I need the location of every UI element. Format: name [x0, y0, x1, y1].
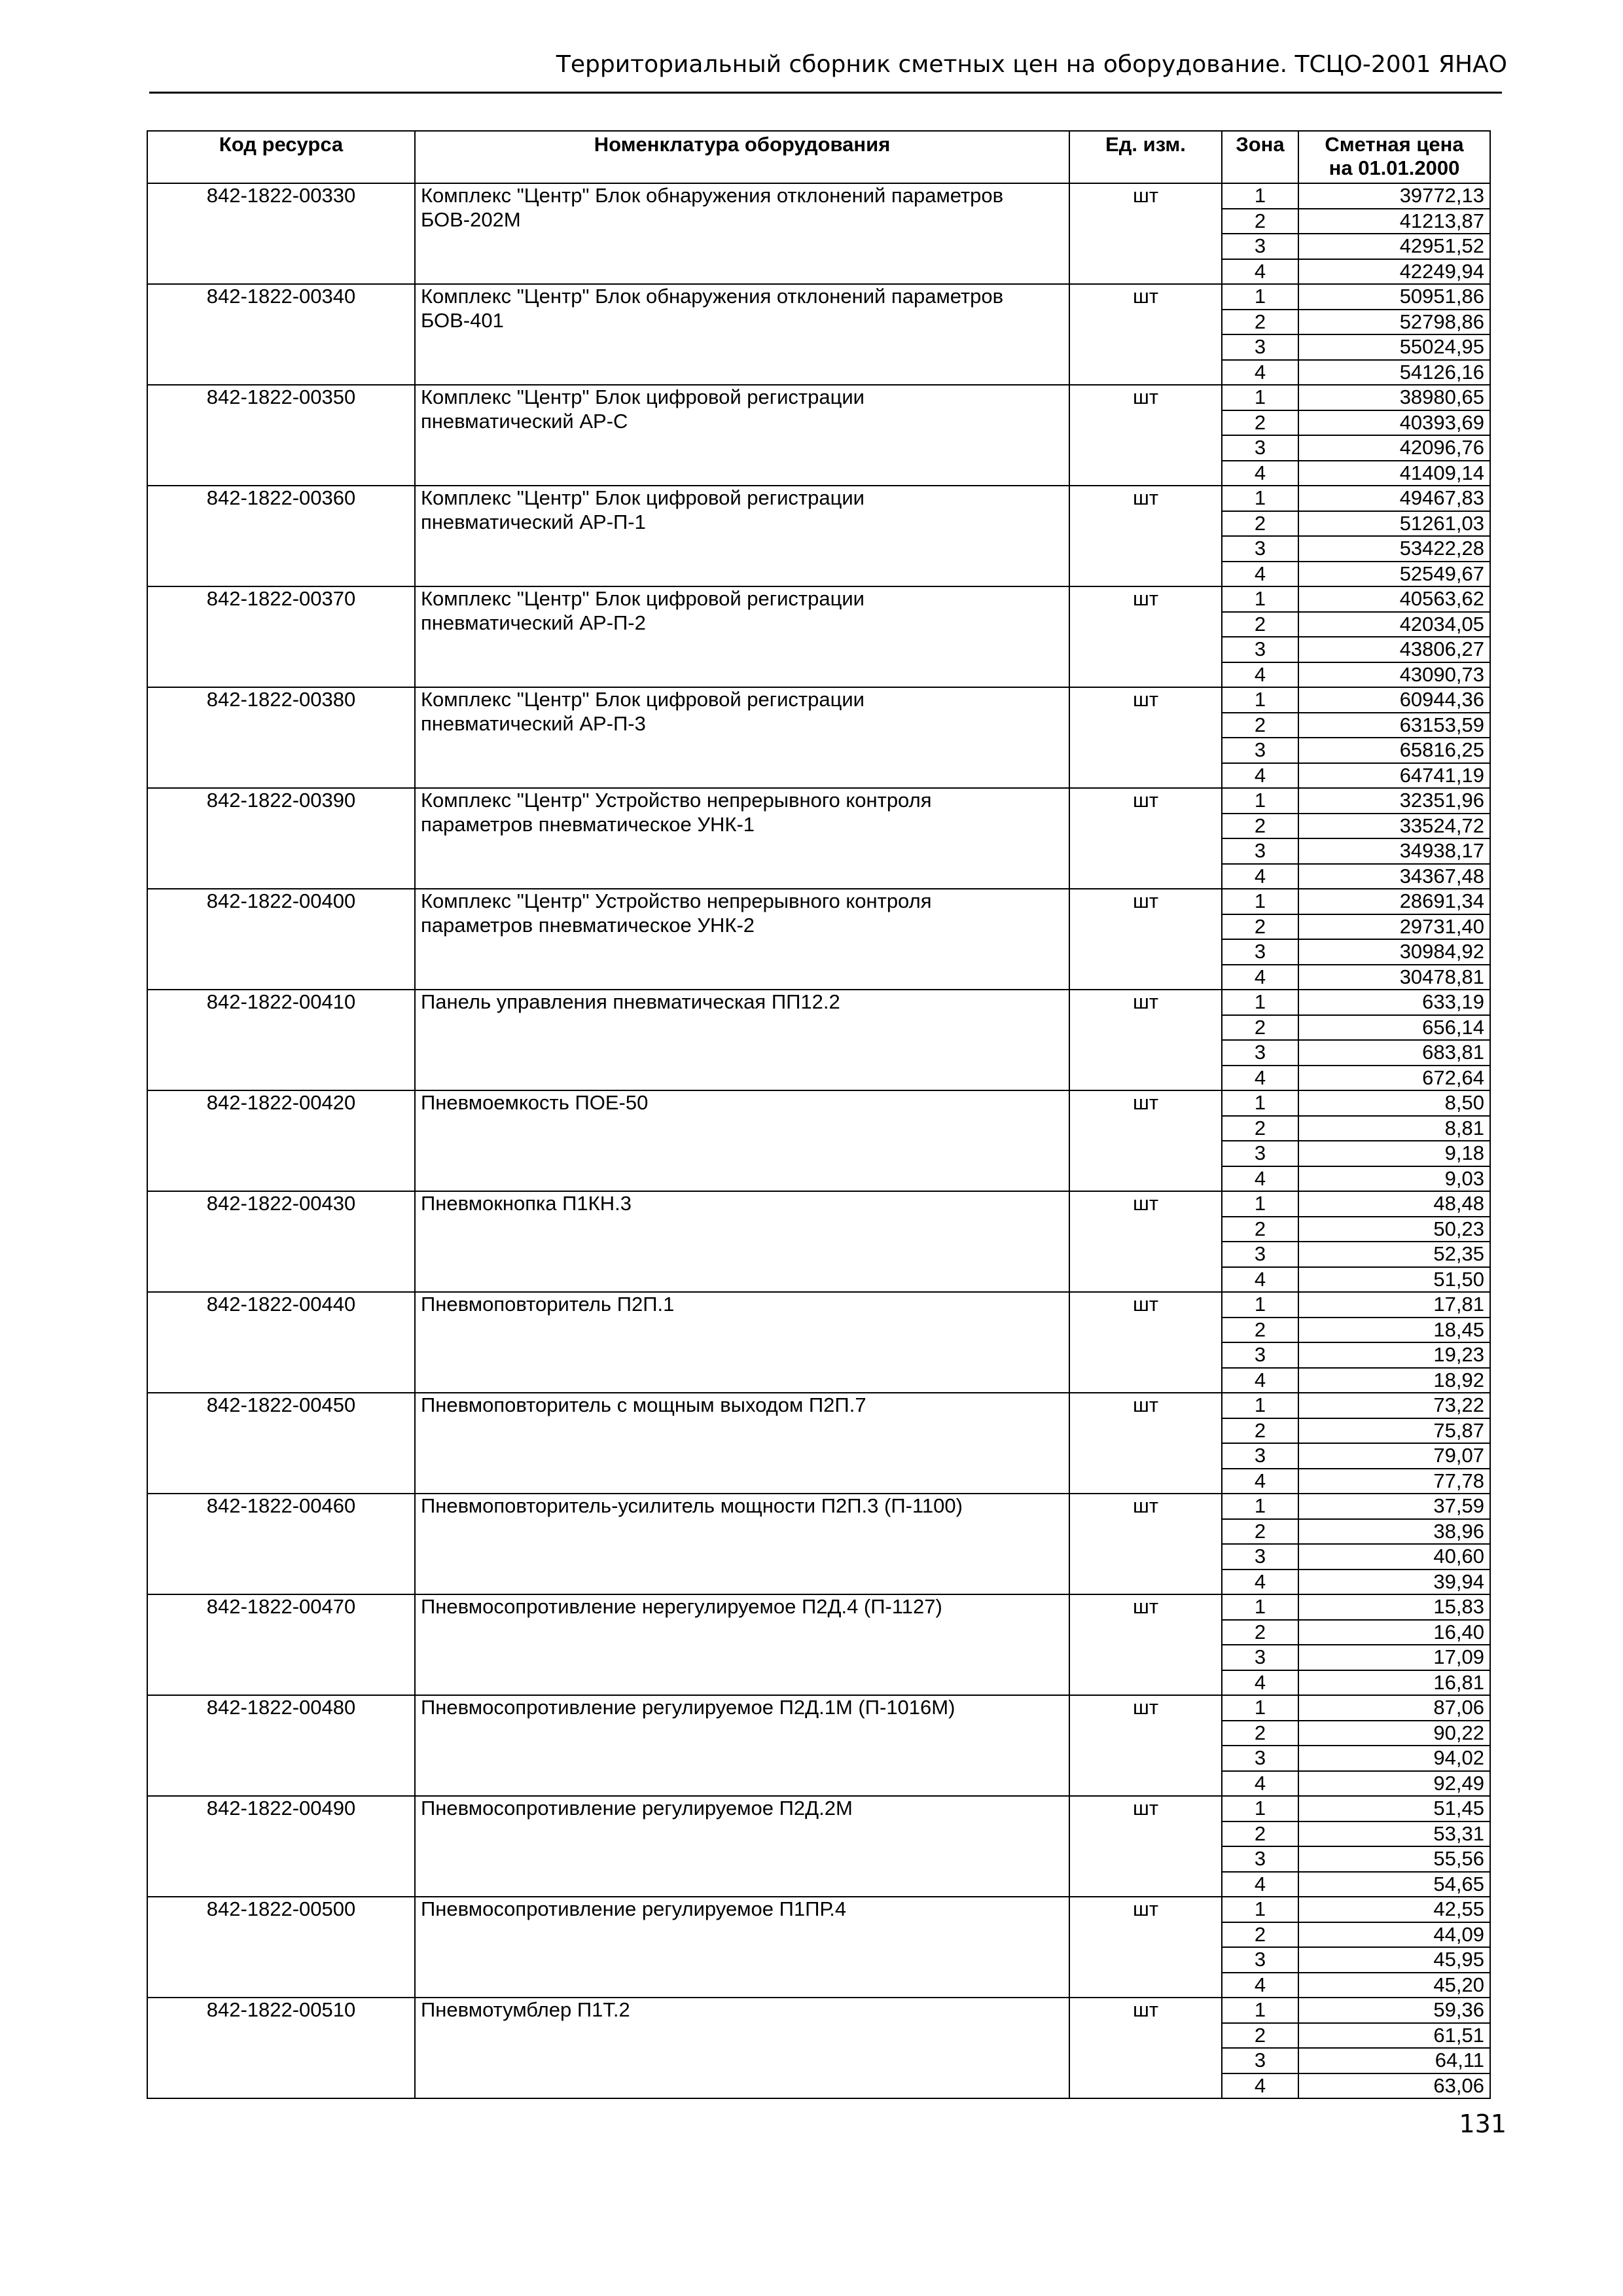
equipment-name-cell: [415, 1695, 1069, 1796]
equipment-name-line: пневматический АР-П-1: [421, 510, 646, 533]
table-row: [147, 183, 1490, 209]
price-cell: 48,48: [1298, 1191, 1490, 1217]
equipment-name-line: Комплекс "Центр" Блок цифровой регистрации: [421, 688, 865, 711]
equipment-name-line: Комплекс "Центр" Блок цифровой регистрации: [421, 587, 865, 610]
equipment-name-cell: [415, 1393, 1069, 1494]
price-cell: 29731,40: [1298, 914, 1490, 940]
equipment-name-line: [421, 1821, 1063, 1845]
price-cell: 41213,87: [1298, 209, 1490, 234]
price-cell: 87,06: [1298, 1695, 1490, 1721]
resource-code-cell: 842-1822-00500: [147, 1897, 415, 1998]
header-divider: [149, 92, 1502, 94]
price-cell: 28691,34: [1298, 889, 1490, 914]
equipment-name-line: [421, 1216, 1063, 1240]
table-row: [147, 687, 1490, 713]
price-cell: 30984,92: [1298, 939, 1490, 965]
equipment-name-line: Комплекс "Центр" Блок цифровой регистрации: [421, 486, 865, 509]
price-cell: 73,22: [1298, 1393, 1490, 1418]
zone-cell: 2: [1222, 209, 1298, 234]
zone-cell: 3: [1222, 1141, 1298, 1166]
equipment-name-line: Комплекс "Центр" Блок обнаружения отклонений параметров: [421, 184, 1004, 207]
zone-cell: 1: [1222, 1292, 1298, 1318]
equipment-name-line: Пневмосопротивление регулируемое П2Д.1М (П-1016М): [421, 1696, 955, 1719]
equipment-name-line: Пневмосопротивление регулируемое П2Д.2М: [421, 1797, 853, 1820]
equipment-name-line: пневматический АР-П-3: [421, 711, 646, 735]
price-cell: 30478,81: [1298, 965, 1490, 990]
column-header-name: Номенклатура оборудования: [415, 131, 1069, 183]
zone-cell: 4: [1222, 1267, 1298, 1293]
resource-code-cell: 842-1822-00510: [147, 1998, 415, 2098]
price-cell: 16,40: [1298, 1620, 1490, 1645]
resource-code-cell: 842-1822-00350: [147, 385, 415, 486]
price-cell: 9,18: [1298, 1141, 1490, 1166]
page-header-title: Территориальный сборник сметных цен на оборудование. ТСЦО-2001 ЯНАО: [556, 51, 1507, 78]
unit-cell: шт: [1069, 1897, 1222, 1998]
unit-cell: шт: [1069, 1594, 1222, 1695]
price-cell: 42951,52: [1298, 234, 1490, 259]
column-header-unit: Ед. изм.: [1069, 131, 1222, 183]
table-row: [147, 788, 1490, 814]
table-row: [147, 1292, 1490, 1318]
equipment-name-cell: [415, 183, 1069, 284]
price-cell: 656,14: [1298, 1015, 1490, 1041]
price-cell: 633,19: [1298, 990, 1490, 1015]
zone-cell: 3: [1222, 1443, 1298, 1469]
resource-code-cell: 842-1822-00330: [147, 183, 415, 284]
zone-cell: 1: [1222, 687, 1298, 713]
price-cell: 44,09: [1298, 1922, 1490, 1948]
resource-code-cell: 842-1822-00440: [147, 1292, 415, 1393]
price-cell: 53422,28: [1298, 536, 1490, 562]
resource-code-cell: 842-1822-00470: [147, 1594, 415, 1695]
table-row: [147, 1998, 1490, 2023]
price-cell: 34938,17: [1298, 838, 1490, 864]
table-row: [147, 990, 1490, 1015]
equipment-name-cell: [415, 486, 1069, 586]
table-row: [147, 1090, 1490, 1116]
price-cell: 40563,62: [1298, 586, 1490, 612]
zone-cell: 2: [1222, 1721, 1298, 1746]
price-cell: 61,51: [1298, 2023, 1490, 2049]
zone-cell: 4: [1222, 1368, 1298, 1393]
equipment-name-cell: [415, 889, 1069, 990]
unit-cell: шт: [1069, 687, 1222, 788]
price-cell: 16,81: [1298, 1670, 1490, 1696]
zone-cell: 1: [1222, 1393, 1298, 1418]
unit-cell: шт: [1069, 990, 1222, 1090]
equipment-name-cell: [415, 1897, 1069, 1998]
price-cell: 42,55: [1298, 1897, 1490, 1922]
zone-cell: 1: [1222, 788, 1298, 814]
equipment-name-cell: [415, 586, 1069, 687]
price-cell: 59,36: [1298, 1998, 1490, 2023]
page-number: 131: [1459, 2109, 1507, 2138]
price-cell: 42096,76: [1298, 435, 1490, 461]
zone-cell: 4: [1222, 360, 1298, 386]
price-cell: 15,83: [1298, 1594, 1490, 1620]
unit-cell: шт: [1069, 586, 1222, 687]
equipment-name-cell: [415, 1998, 1069, 2098]
zone-cell: 4: [1222, 2073, 1298, 2099]
zone-cell: 3: [1222, 1242, 1298, 1267]
price-cell: 39772,13: [1298, 183, 1490, 209]
equipment-name-line: Пневмоемкость ПОЕ-50: [421, 1091, 649, 1114]
equipment-name-cell: [415, 1796, 1069, 1897]
equipment-name-line: Комплекс "Центр" Устройство непрерывного контроля: [421, 889, 932, 912]
equipment-name-cell: [415, 1594, 1069, 1695]
price-cell: 50951,86: [1298, 284, 1490, 310]
zone-cell: 1: [1222, 1191, 1298, 1217]
resource-code-cell: 842-1822-00340: [147, 284, 415, 385]
price-table: [147, 130, 1491, 2099]
zone-cell: 2: [1222, 1620, 1298, 1645]
resource-code-cell: 842-1822-00420: [147, 1090, 415, 1191]
price-cell: 9,03: [1298, 1166, 1490, 1192]
zone-cell: 3: [1222, 1040, 1298, 1066]
zone-cell: 3: [1222, 637, 1298, 662]
equipment-name-line: пневматический АР-С: [421, 409, 628, 433]
unit-cell: шт: [1069, 284, 1222, 385]
equipment-name-cell: [415, 687, 1069, 788]
price-cell: 63153,59: [1298, 713, 1490, 738]
zone-cell: 3: [1222, 738, 1298, 763]
price-cell: 50,23: [1298, 1217, 1490, 1242]
equipment-name-cell: [415, 1494, 1069, 1594]
table-row: [147, 1695, 1490, 1721]
unit-cell: шт: [1069, 1494, 1222, 1594]
price-cell: 38980,65: [1298, 385, 1490, 410]
resource-code-cell: 842-1822-00410: [147, 990, 415, 1090]
price-cell: 77,78: [1298, 1469, 1490, 1494]
zone-cell: 2: [1222, 1015, 1298, 1041]
equipment-name-cell: [415, 1191, 1069, 1292]
zone-cell: 4: [1222, 662, 1298, 688]
price-cell: 43806,27: [1298, 637, 1490, 662]
zone-cell: 1: [1222, 1594, 1298, 1620]
price-cell: 92,49: [1298, 1771, 1490, 1797]
zone-cell: 4: [1222, 1670, 1298, 1696]
zone-cell: 2: [1222, 814, 1298, 839]
price-cell: 49467,83: [1298, 486, 1490, 511]
zone-cell: 3: [1222, 939, 1298, 965]
zone-cell: 2: [1222, 310, 1298, 335]
price-cell: 45,95: [1298, 1947, 1490, 1973]
unit-cell: шт: [1069, 1292, 1222, 1393]
price-cell: 55024,95: [1298, 334, 1490, 360]
equipment-name-line: [421, 1418, 1063, 1442]
zone-cell: 4: [1222, 562, 1298, 587]
equipment-name-line: Пневмоповторитель П2П.1: [421, 1293, 675, 1316]
price-cell: 53,31: [1298, 1821, 1490, 1847]
resource-code-cell: 842-1822-00490: [147, 1796, 415, 1897]
price-cell: 8,81: [1298, 1116, 1490, 1141]
zone-cell: 2: [1222, 713, 1298, 738]
equipment-name-line: [421, 1317, 1063, 1341]
equipment-name-line: БОВ-202М: [421, 207, 521, 231]
equipment-name-line: [421, 1720, 1063, 1744]
price-cell: 32351,96: [1298, 788, 1490, 814]
price-cell: 42034,05: [1298, 612, 1490, 637]
table-row: [147, 284, 1490, 310]
unit-cell: шт: [1069, 486, 1222, 586]
resource-code-cell: 842-1822-00450: [147, 1393, 415, 1494]
equipment-name-line: Комплекс "Центр" Блок цифровой регистрации: [421, 386, 865, 408]
zone-cell: 4: [1222, 1973, 1298, 1998]
zone-cell: 4: [1222, 1066, 1298, 1091]
zone-cell: 1: [1222, 385, 1298, 410]
zone-cell: 1: [1222, 183, 1298, 209]
zone-cell: 2: [1222, 1922, 1298, 1948]
table-row: [147, 1191, 1490, 1217]
price-cell: 18,45: [1298, 1318, 1490, 1343]
zone-cell: 2: [1222, 2023, 1298, 2049]
price-cell: 54,65: [1298, 1872, 1490, 1897]
zone-cell: 1: [1222, 1494, 1298, 1519]
resource-code-cell: 842-1822-00390: [147, 788, 415, 889]
price-cell: 672,64: [1298, 1066, 1490, 1091]
zone-cell: 4: [1222, 763, 1298, 789]
price-cell: 64741,19: [1298, 763, 1490, 789]
unit-cell: шт: [1069, 1998, 1222, 2098]
column-header-price: [1298, 131, 1490, 183]
equipment-name-line: [421, 1922, 1063, 1946]
equipment-name-line: Пневмоповторитель-усилитель мощности П2П.3 (П-1100): [421, 1494, 963, 1517]
price-cell: 18,92: [1298, 1368, 1490, 1393]
equipment-name-cell: [415, 1090, 1069, 1191]
zone-cell: 2: [1222, 511, 1298, 537]
price-cell: 79,07: [1298, 1443, 1490, 1469]
zone-cell: 4: [1222, 461, 1298, 486]
zone-cell: 4: [1222, 1872, 1298, 1897]
price-cell: 63,06: [1298, 2073, 1490, 2099]
zone-cell: 2: [1222, 1821, 1298, 1847]
zone-cell: 2: [1222, 1519, 1298, 1545]
table-row: [147, 1393, 1490, 1418]
price-cell: 90,22: [1298, 1721, 1490, 1746]
price-cell: 54126,16: [1298, 360, 1490, 386]
resource-code-cell: 842-1822-00360: [147, 486, 415, 586]
price-cell: 41409,14: [1298, 461, 1490, 486]
zone-cell: 3: [1222, 435, 1298, 461]
zone-cell: 3: [1222, 1544, 1298, 1570]
equipment-name-line: [421, 1014, 1063, 1039]
table-row: [147, 1897, 1490, 1922]
zone-cell: 4: [1222, 1166, 1298, 1192]
table-row: [147, 1796, 1490, 1821]
price-cell: 33524,72: [1298, 814, 1490, 839]
equipment-name-cell: [415, 284, 1069, 385]
equipment-name-line: параметров пневматическое УНК-2: [421, 913, 755, 937]
resource-code-cell: 842-1822-00370: [147, 586, 415, 687]
unit-cell: шт: [1069, 889, 1222, 990]
price-cell: 52,35: [1298, 1242, 1490, 1267]
zone-cell: 2: [1222, 914, 1298, 940]
zone-cell: 2: [1222, 1217, 1298, 1242]
table-body: [147, 183, 1490, 2098]
unit-cell: шт: [1069, 788, 1222, 889]
price-cell: 60944,36: [1298, 687, 1490, 713]
zone-cell: 3: [1222, 1645, 1298, 1670]
equipment-name-cell: [415, 1292, 1069, 1393]
table-row: [147, 385, 1490, 410]
resource-code-cell: 842-1822-00480: [147, 1695, 415, 1796]
equipment-name-line: Пневмосопротивление нерегулируемое П2Д.4 (П-1127): [421, 1595, 942, 1618]
zone-cell: 2: [1222, 1318, 1298, 1343]
equipment-name-line: Пневмотумблер П1Т.2: [421, 1998, 630, 2021]
zone-cell: 4: [1222, 864, 1298, 889]
price-cell: 94,02: [1298, 1746, 1490, 1771]
resource-code-cell: 842-1822-00430: [147, 1191, 415, 1292]
table-header-row: [147, 131, 1490, 183]
equipment-name-cell: [415, 990, 1069, 1090]
zone-cell: 2: [1222, 1116, 1298, 1141]
equipment-name-line: Панель управления пневматическая ПП12.2: [421, 990, 840, 1013]
table-row: [147, 889, 1490, 914]
price-cell: 42249,94: [1298, 259, 1490, 285]
equipment-name-cell: [415, 385, 1069, 486]
price-cell: 52798,86: [1298, 310, 1490, 335]
zone-cell: 3: [1222, 1342, 1298, 1368]
zone-cell: 1: [1222, 1897, 1298, 1922]
table-row: [147, 1594, 1490, 1620]
unit-cell: шт: [1069, 1393, 1222, 1494]
equipment-name-line: Комплекс "Центр" Блок обнаружения отклонений параметров: [421, 285, 1004, 308]
zone-cell: 4: [1222, 259, 1298, 285]
zone-cell: 2: [1222, 612, 1298, 637]
column-header-code: Код ресурса: [147, 131, 415, 183]
price-cell: 8,50: [1298, 1090, 1490, 1116]
zone-cell: 3: [1222, 1947, 1298, 1973]
unit-cell: шт: [1069, 1695, 1222, 1796]
zone-cell: 2: [1222, 410, 1298, 436]
equipment-name-line: Пневмоповторитель с мощным выходом П2П.7: [421, 1393, 866, 1416]
equipment-name-line: параметров пневматическое УНК-1: [421, 812, 755, 836]
price-cell: 55,56: [1298, 1846, 1490, 1872]
price-cell: 17,09: [1298, 1645, 1490, 1670]
zone-cell: 1: [1222, 990, 1298, 1015]
equipment-name-line: [421, 1518, 1063, 1543]
equipment-name-line: [421, 1619, 1063, 1643]
price-cell: 17,81: [1298, 1292, 1490, 1318]
equipment-name-line: пневматический АР-П-2: [421, 611, 646, 634]
column-header-price-line1: Сметная цена: [1325, 133, 1464, 156]
equipment-name-line: Пневмосопротивление регулируемое П1ПР.4: [421, 1897, 847, 1920]
zone-cell: 3: [1222, 536, 1298, 562]
equipment-name-line: Комплекс "Центр" Устройство непрерывного контроля: [421, 789, 932, 812]
column-header-zone: Зона: [1222, 131, 1298, 183]
zone-cell: 3: [1222, 838, 1298, 864]
equipment-name-cell: [415, 788, 1069, 889]
price-cell: 51261,03: [1298, 511, 1490, 537]
unit-cell: шт: [1069, 1090, 1222, 1191]
resource-code-cell: 842-1822-00460: [147, 1494, 415, 1594]
equipment-name-line: [421, 2022, 1063, 2047]
price-cell: 45,20: [1298, 1973, 1490, 1998]
zone-cell: 4: [1222, 965, 1298, 990]
unit-cell: шт: [1069, 1796, 1222, 1897]
zone-cell: 4: [1222, 1469, 1298, 1494]
price-cell: 39,94: [1298, 1570, 1490, 1595]
zone-cell: 3: [1222, 334, 1298, 360]
zone-cell: 4: [1222, 1570, 1298, 1595]
equipment-name-line: БОВ-401: [421, 308, 504, 332]
zone-cell: 1: [1222, 1998, 1298, 2023]
price-cell: 43090,73: [1298, 662, 1490, 688]
price-cell: 19,23: [1298, 1342, 1490, 1368]
table-row: [147, 486, 1490, 511]
price-cell: 37,59: [1298, 1494, 1490, 1519]
table-row: [147, 586, 1490, 612]
zone-cell: 1: [1222, 1796, 1298, 1821]
price-cell: 38,96: [1298, 1519, 1490, 1545]
equipment-name-line: [421, 1115, 1063, 1139]
price-cell: 65816,25: [1298, 738, 1490, 763]
resource-code-cell: 842-1822-00380: [147, 687, 415, 788]
price-cell: 34367,48: [1298, 864, 1490, 889]
zone-cell: 3: [1222, 1846, 1298, 1872]
resource-code-cell: 842-1822-00400: [147, 889, 415, 990]
price-cell: 40393,69: [1298, 410, 1490, 436]
zone-cell: 3: [1222, 234, 1298, 259]
zone-cell: 3: [1222, 2048, 1298, 2073]
column-header-price-line2: на 01.01.2000: [1329, 156, 1460, 179]
zone-cell: 4: [1222, 1771, 1298, 1797]
price-cell: 75,87: [1298, 1418, 1490, 1444]
unit-cell: шт: [1069, 1191, 1222, 1292]
zone-cell: 1: [1222, 284, 1298, 310]
price-cell: 51,50: [1298, 1267, 1490, 1293]
zone-cell: 3: [1222, 1746, 1298, 1771]
zone-cell: 1: [1222, 1090, 1298, 1116]
equipment-name-line: Пневмокнопка П1КН.3: [421, 1192, 632, 1215]
price-cell: 51,45: [1298, 1796, 1490, 1821]
unit-cell: шт: [1069, 183, 1222, 284]
zone-cell: 2: [1222, 1418, 1298, 1444]
price-cell: 64,11: [1298, 2048, 1490, 2073]
price-cell: 52549,67: [1298, 562, 1490, 587]
price-cell: 683,81: [1298, 1040, 1490, 1066]
zone-cell: 1: [1222, 889, 1298, 914]
zone-cell: 1: [1222, 486, 1298, 511]
unit-cell: шт: [1069, 385, 1222, 486]
table-row: [147, 1494, 1490, 1519]
zone-cell: 1: [1222, 586, 1298, 612]
zone-cell: 1: [1222, 1695, 1298, 1721]
price-cell: 40,60: [1298, 1544, 1490, 1570]
